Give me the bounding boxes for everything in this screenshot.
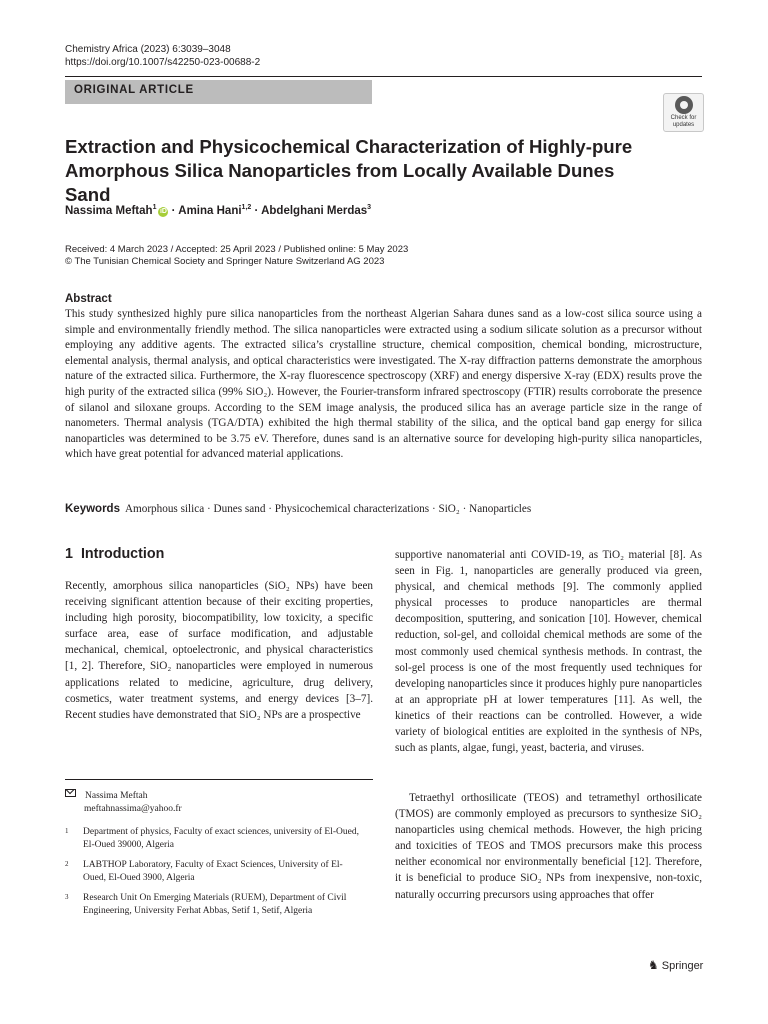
author-list — [65, 204, 371, 217]
keyword: SiO₂ — [438, 503, 460, 515]
history-dates: Received: 4 March 2023 / Accepted: 25 April 2023 / Published online: 5 May 2023 — [65, 244, 409, 255]
abstract-text: This study synthesized highly pure silica nanoparticles from the northeast Algerian Sahara dunes sand as a low-cost silica source using a simple and environmentally friendly method. The silica nanoparticles were extracted using a sodium silicate solution as a precursor without employing any additive agents. The extracted silica’s crystalline structure, chemical composition, chemical bonding, microstructure, elemental analysis, thermal analysis, and optical characteristics were investigated. The X-ray diffraction patterns demonstrate the amorphous nature of the extracted silica. Furthermore, the X-ray fluorescence spectroscopy (XRF) and energy dispersive X-ray (EDX) results prove the high purity of the extracted silica (99% SiO₂). However, the Fourier-transform infrared spectroscopy (FTIR) results corroborate the presence of silanol and siloxane groups. According to the SEM image analysis, the produced silica has an average particle size in the range of nanometers. Thermal analysis (TGA/DTA) exhibited the high thermal stability of the silica, and the optical band gap energy for silica nanoparticles was determined to be 3.75 eV. Therefore, dunes sand is an alternative source for developing high-purity silica nanoparticles, which have great potential for advanced material applications. — [65, 308, 702, 461]
crossmark-badge[interactable] — [663, 93, 704, 132]
affiliation-number: 3 — [65, 893, 69, 901]
correspondence-block — [65, 789, 182, 816]
abstract-heading: Abstract — [65, 293, 112, 305]
header-rule — [65, 76, 702, 77]
affiliation — [65, 859, 365, 885]
doi-link[interactable]: https://doi.org/10.1007/s42250-023-00688-2 — [65, 57, 261, 68]
author-name[interactable]: Nassima Meftah — [65, 204, 153, 217]
body-column-right-paragraph-2: Tetraethyl orthosilicate (TEOS) and tetramethyl orthosilicate (TMOS) are commonly employed as precursors to synthesize SiO₂ nanoparticles using chemical methods. However, the high pricing and toxicities of TEOS and TMOS precursors make this process neither economical nor environmentally beneficial [12]. Therefore, it is beneficial to produce SiO₂ NPs from inexpensive, non-toxic, naturally occurring precursors using approaches that offer — [395, 792, 702, 901]
affiliation-text: Research Unit On Emerging Materials (RUEM), Department of Civil Engineering, University Ferhat Abbas, Setif 1, Setif, Algeria — [83, 893, 347, 916]
author-name[interactable]: Amina Hani — [178, 204, 242, 217]
publisher-logo — [648, 958, 703, 972]
author-separator: · — [171, 204, 179, 217]
correspondence-email[interactable]: meftahnassima@yahoo.fr — [84, 804, 182, 814]
correspondence-name: Nassima Meftah — [85, 791, 148, 801]
affiliation-text: Department of physics, Faculty of exact sciences, university of El-Oued, El-Oued 39000, Algeria — [83, 827, 359, 850]
body-column-right-paragraph-1: supportive nanomaterial anti COVID-19, as TiO₂ material [8]. As seen in Fig. 1, nanoparticles are generally produced via green, physical, and chemical methods [9]. The commonly applied physical processes to produce nanoparticles are thermal decomposition, sputtering, and sonication [10]. However, chemical reduction, sol-gel, and colloidal chemical methods are some of the most commonly used chemical synthesis methods. In contrast, the sol-gel process is one of the most frequently used techniques for developing nanoparticles since it produces highly pure nanoparticles at an appropriate pH at lower temperatures [11]. As well, the kinetics of their reactions can be controlled. However, a wide variety of biological entities are exploited in the synthesis of NPs, such as plants, algae, fungi, yeast, bacteria, and viruses. — [395, 549, 702, 755]
keywords-line: Keywords Amorphous silica · Dunes sand · Physicochemical characterizations · SiO₂ · Nanoparticles — [65, 503, 532, 515]
section-heading — [65, 546, 164, 562]
article-title: Extraction and Physicochemical Characterization of Highly-pure Amorphous Silica Nanoparticles from Locally Available Dunes Sand — [65, 136, 633, 205]
section-number: 1 — [65, 546, 73, 562]
crossmark-line2: updates — [672, 121, 695, 128]
copyright-line: © The Tunisian Chemical Society and Springer Nature Switzerland AG 2023 — [65, 256, 385, 267]
keyword: Dunes sand — [213, 503, 266, 515]
keyword: Nanoparticles — [469, 503, 532, 515]
footnote-rule — [65, 779, 373, 780]
affiliation — [65, 826, 365, 852]
affiliation-number: 1 — [65, 827, 69, 835]
crossmark-icon — [675, 96, 693, 114]
author-affiliation-mark: 1,2 — [241, 204, 252, 211]
article-type-label: ORIGINAL ARTICLE — [74, 84, 194, 96]
journal-citation: Chemistry Africa (2023) 6:3039–3048 — [65, 44, 231, 55]
crossmark-line1: Check for — [670, 115, 697, 121]
springer-horse-icon: ♞ — [648, 958, 659, 972]
keywords-label: Keywords — [65, 503, 120, 515]
orcid-icon[interactable]: iD — [159, 207, 167, 215]
journal-info — [65, 43, 260, 69]
author-affiliation-mark: 3 — [367, 204, 372, 211]
keyword: Physicochemical characterizations — [274, 503, 430, 515]
mail-icon — [65, 789, 76, 797]
author-separator: · — [254, 204, 262, 217]
affiliation — [65, 892, 365, 918]
body-column-left-paragraph: Recently, amorphous silica nanoparticles (SiO₂ NPs) have been receiving significant attention because of their exciting properties, including high porosity, biocompatibility, low toxicity, a specific surface area, ease of surface modification, and adjustable mechanical, chemical, optoelectronic, and physical characteristics [1, 2]. Therefore, SiO₂ nanoparticles were employed in numerous applications related to medicine, agriculture, drug delivery, cosmetics, water treatment systems, and energy devices [3–7]. Recent studies have demonstrated that SiO₂ NPs are a prospective — [65, 580, 373, 721]
affiliation-text: LABTHOP Laboratory, Faculty of Exact Sciences, University of El-Oued, El-Oued 3900, Algeria — [83, 860, 343, 883]
keyword: Amorphous silica — [124, 503, 205, 515]
affiliation-number: 2 — [65, 860, 69, 868]
section-title: Introduction — [80, 546, 165, 562]
author-affiliation-mark: 1 — [152, 204, 157, 211]
author-name[interactable]: Abdelghani Merdas — [261, 204, 368, 217]
publisher-name: Springer — [661, 960, 704, 972]
publication-dates — [65, 244, 408, 268]
